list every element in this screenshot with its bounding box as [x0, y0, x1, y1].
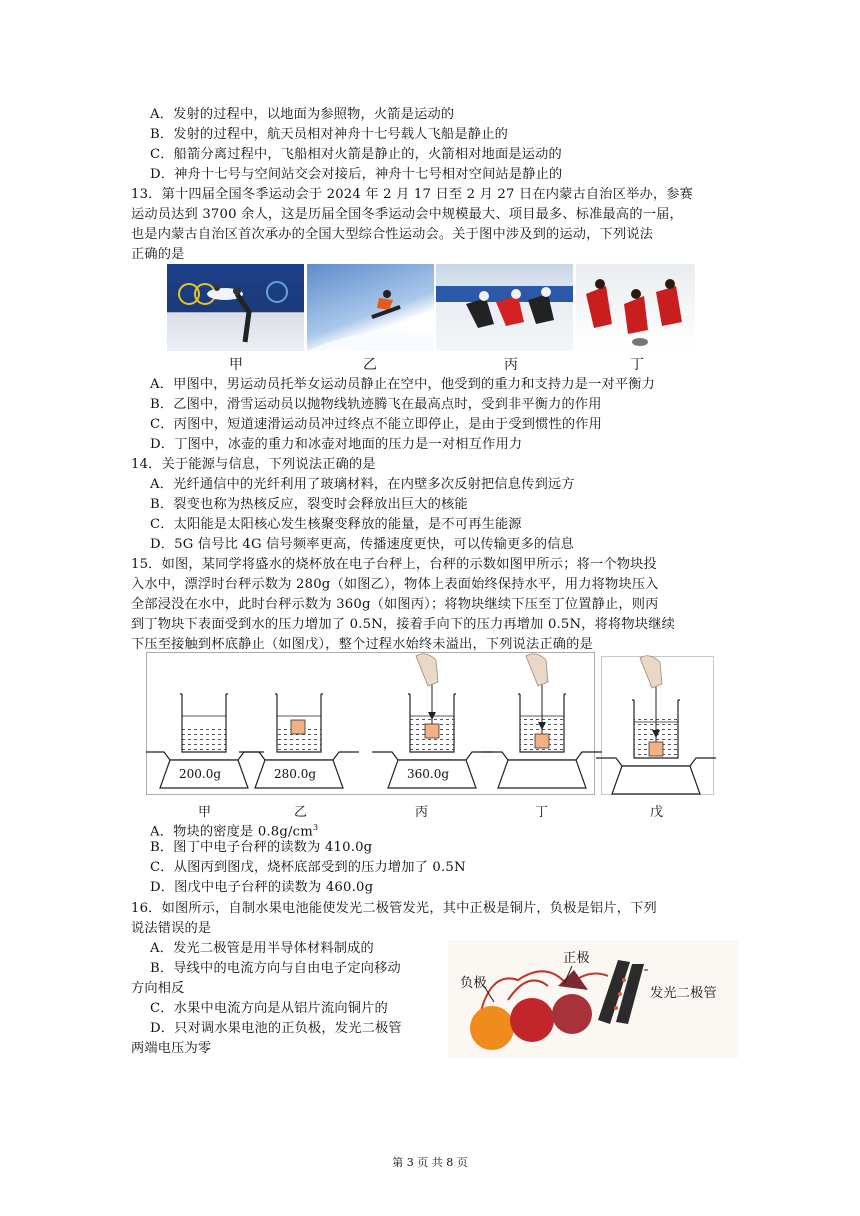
q13-option-a: A．甲图中，男运动员托举女运动员静止在空中，他受到的重力和支持力是一对平衡力 — [150, 377, 656, 392]
caption-jia: 甲 — [229, 357, 243, 373]
q16-option-c: C．水果中电流方向是从铝片流向铜片的 — [150, 1001, 388, 1016]
q15-stem-line-4: 到丁物块下表面受到水的压力增加了 0.5N，接着手向下的压力再增加 0.5N，将将物块继续 — [131, 617, 675, 632]
figure-skating-photo — [167, 264, 304, 351]
caption-bing: 丙 — [415, 805, 429, 820]
caption-ding: 丁 — [535, 805, 549, 820]
q15-option-a: A．物块的密度是 $0.8g/cm^3$ — [150, 823, 319, 840]
curling-photo — [576, 264, 695, 351]
q14-option-c: C．太阳能是太阳核心发生核聚变释放的能量，是不可再生能源 — [150, 517, 522, 532]
caption-jia: 甲 — [198, 805, 212, 820]
scale-reading-bing: 360.0g — [407, 767, 450, 781]
q16-stem-line-2: 说法错误的是 — [131, 921, 212, 936]
caption-wu: 戊 — [650, 805, 664, 820]
q13-stem-line-1: 13．第十四届全国冬季运动会于 2024 年 2 月 17 日至 2 月 27 日在内蒙古自治区举办，参赛 — [131, 187, 694, 202]
q13-stem-line-3: 也是内蒙古自治区首次承办的全国大型综合性运动会。关于图中涉及到的运动，下列说法 — [131, 227, 654, 242]
q12-option-c: C．船箭分离过程中，飞船相对火箭是静止的，火箭相对地面是运动的 — [150, 147, 562, 162]
q12-option-d: D．神舟十七号与空间站交会对接后，神舟十七号相对空间站是静止的 — [150, 167, 563, 182]
q14-stem: 14．关于能源与信息，下列说法正确的是 — [131, 457, 376, 472]
q14-option-b: B．裂变也称为热核反应，裂变时会释放出巨大的核能 — [150, 497, 468, 512]
q16-option-a: A．发光二极管是用半导体材料制成的 — [150, 941, 374, 956]
scale-reading-jia: 200.0g — [179, 767, 222, 781]
led-label: 发光二极管 — [650, 986, 717, 1001]
q14-option-d: D．5G 信号比 4G 信号频率更高，传播速度更快，可以传输更多的信息 — [150, 537, 575, 552]
q13-stem-line-4: 正确的是 — [131, 247, 185, 262]
caption-bing: 丙 — [504, 357, 518, 373]
page-footer: 第 3 页 共 8 页 — [392, 1156, 468, 1169]
q16-stem-line-1: 16．如图所示，自制水果电池能使发光二极管发光，其中正极是铜片，负极是铝片，下列 — [131, 901, 657, 916]
snowboard-photo — [307, 264, 434, 351]
q16-option-d-cont: 两端电压为零 — [131, 1041, 212, 1056]
q13-option-b: B．乙图中，滑雪运动员以抛物线轨迹腾飞在最高点时，受到非平衡力的作用 — [150, 397, 602, 412]
q15-option-d: D．图戊中电子台秤的读数为 460.0g — [150, 880, 374, 895]
q13-stem-line-2: 运动员达到 3700 余人，这是历届全国冬季运动会中规模最大、项目最多、标准最高的一届， — [131, 207, 683, 222]
scale-reading-yi: 280.0g — [274, 767, 317, 781]
q15-stem-line-2: 入水中，漂浮时台秤示数为 280g（如图乙），物体上表面始终保持水平，用力将物块压入 — [131, 577, 659, 592]
negative-label: 负极 — [460, 976, 487, 991]
q12-option-a: A．发射的过程中，以地面为参照物，火箭是运动的 — [150, 107, 455, 122]
q15-option-b: B．图丁中电子台秤的读数为 410.0g — [150, 840, 373, 855]
q15-stem-line-3: 全部浸没在水中，此时台秤示数为 360g（如图丙）；将物块继续下压至丁位置静止，则丙 — [131, 597, 659, 612]
short-track-photo — [436, 264, 573, 351]
q15-stem-line-1: 15．如图，某同学将盛水的烧杯放在电子台秤上，台秤的示数如图甲所示；将一个物块投 — [131, 557, 657, 572]
q16-option-d: D．只对调水果电池的正负极，发光二极管 — [150, 1021, 402, 1036]
q16-option-b-cont: 方向相反 — [131, 981, 185, 996]
caption-yi: 乙 — [363, 357, 377, 373]
q13-option-c: C．丙图中，短道速滑运动员冲过终点不能立即停止，是由于受到惯性的作用 — [150, 417, 603, 432]
caption-ding: 丁 — [630, 357, 644, 373]
q14-option-a: A．光纤通信中的光纤利用了玻璃材料，在内壁多次反射把信息传到远方 — [150, 477, 575, 492]
q13-option-d: D．丁图中，冰壶的重力和冰壶对地面的压力是一对相互作用力 — [150, 437, 523, 452]
q16-option-b: B．导线中的电流方向与自由电子定向移动 — [150, 961, 401, 976]
q15-stem-line-5: 下压至接触到杯底静止（如图戊），整个过程水始终未溢出，下列说法正确的是 — [131, 637, 593, 652]
positive-label: 正极 — [563, 951, 590, 966]
q12-option-b: B．发射的过程中，航天员相对神舟十七号载人飞船是静止的 — [150, 127, 508, 142]
caption-yi: 乙 — [294, 805, 308, 820]
q15-option-c: C．从图丙到图戊，烧杯底部受到的压力增加了 0.5N — [150, 860, 466, 875]
